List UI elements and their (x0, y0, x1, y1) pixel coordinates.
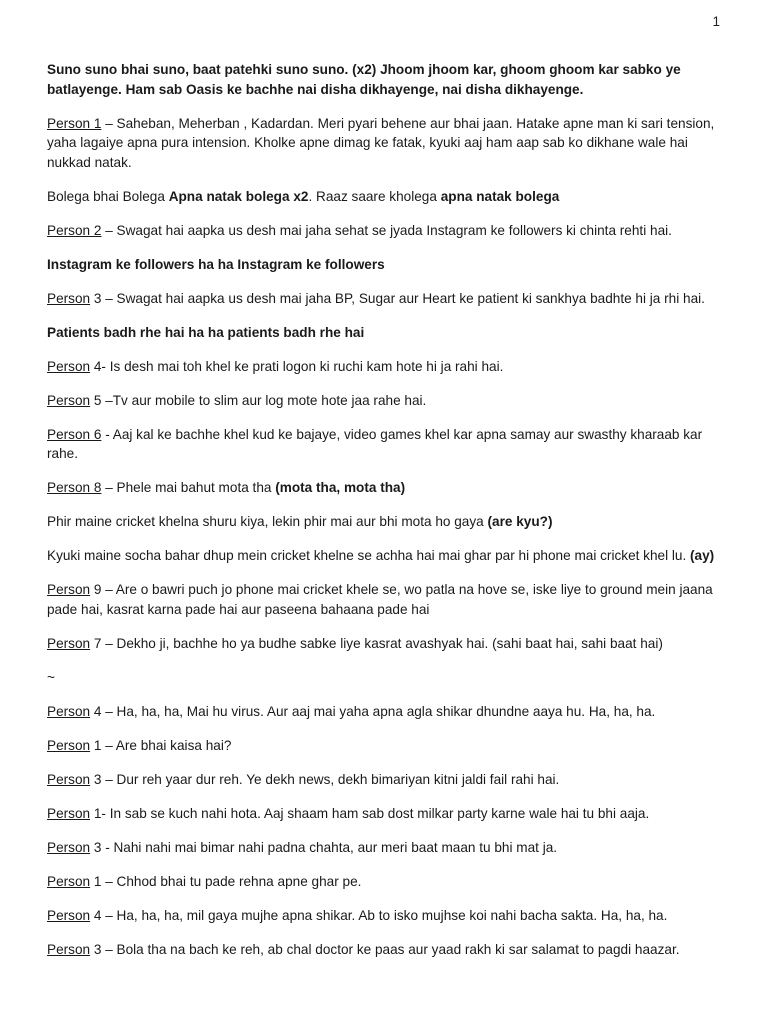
paragraph (47, 289, 727, 309)
paragraph (47, 702, 727, 722)
paragraph (47, 634, 727, 654)
paragraph (47, 478, 727, 498)
dialogue-text: 4 – Ha, ha, ha, mil gaya mujhe apna shikar. Ab to isko mujhse koi nahi bacha sakta. Ha, ha, ha. (90, 907, 668, 923)
speaker-label: Person 2 (47, 222, 102, 238)
chorus-response: (are kyu?) (487, 514, 553, 529)
chorus-line: Instagram ke followers ha ha Instagram ke followers (47, 256, 385, 272)
chorus-response: (mota tha, mota tha) (275, 480, 406, 495)
speaker-label: Person (47, 290, 91, 306)
script-body (47, 60, 727, 974)
dialogue-text: 3 - Nahi nahi mai bimar nahi padna chahta, aur meri baat maan tu bhi mat ja. (90, 839, 558, 855)
dialogue-text: 5 –Tv aur mobile to slim aur log mote hote jaa rahe hai. (90, 392, 427, 408)
paragraph (47, 906, 727, 926)
paragraph (47, 357, 727, 377)
dialogue-text: 1- In sab se kuch nahi hota. Aaj shaam ham sab dost milkar party karne wale hai tu bhi aaja. (90, 805, 650, 821)
dialogue-text: . Raaz saare kholega (308, 188, 441, 204)
paragraph (47, 804, 727, 824)
dialogue-text: 4- Is desh mai toh khel ke prati logon ki ruchi kam hote hi ja rahi hai. (90, 358, 504, 374)
paragraph (47, 391, 727, 411)
speaker-label: Person (47, 358, 91, 374)
dialogue-text: 3 – Bola tha na bach ke reh, ab chal doctor ke paas aur yaad rakh ki sar salamat to pagdi haazar. (90, 941, 680, 957)
paragraph (47, 940, 727, 960)
speaker-label: Person (47, 941, 91, 957)
speaker-label: Person (47, 873, 91, 889)
speaker-label: Person 6 (47, 426, 102, 442)
speaker-label: Person (47, 907, 91, 923)
dialogue-text: Phir maine cricket khelna shuru kiya, lekin phir mai aur bhi mota ho gaya (47, 514, 488, 529)
speaker-label: Person 8 (47, 480, 102, 495)
speaker-label: Person (47, 635, 91, 651)
dialogue-text: – Saheban, Meherban , Kadardan. Meri pyari behene aur bhai jaan. Hatake apne man ki sari tension, yaha lagaiye apna pura intension. Kholke apne dimag ke fatak, kyuki aaj ham aap sab ko dikhane wale hai nukkad natak. (47, 115, 715, 170)
chorus-phrase: Apna natak bolega x2 (168, 188, 309, 204)
dialogue-text: – Swagat hai aapka us desh mai jaha sehat se jyada Instagram ke followers ki chinta rehti hai. (101, 222, 672, 238)
speaker-label: Person (47, 582, 91, 597)
speaker-label: Person (47, 839, 91, 855)
paragraph (47, 770, 727, 790)
paragraph (47, 736, 727, 756)
dialogue-text: - Aaj kal ke bachhe khel kud ke bajaye, video games khel kar apna samay aur swasthy kharaab kar rahe. (47, 426, 703, 461)
dialogue-text: – Phele mai bahut mota tha (101, 480, 276, 495)
dialogue-text: 3 – Swagat hai aapka us desh mai jaha BP, Sugar aur Heart ke patient ki sankhya badhte hi ja rhi hai. (90, 290, 705, 306)
paragraph (47, 580, 727, 619)
dialogue-text: 1 – Are bhai kaisa hai? (90, 737, 232, 753)
chorus-response: (ay) (690, 548, 715, 563)
paragraph (47, 221, 727, 241)
paragraph (47, 425, 727, 464)
speaker-label: Person (47, 771, 91, 787)
dialogue-text: 1 – Chhod bhai tu pade rehna apne ghar pe. (90, 873, 362, 889)
chorus-phrase: apna natak bolega (440, 188, 560, 204)
paragraph (47, 838, 727, 858)
dialogue-text: Bolega bhai Bolega (47, 188, 169, 204)
paragraph (47, 512, 727, 532)
paragraph (47, 872, 727, 892)
dialogue-text: 3 – Dur reh yaar dur reh. Ye dekh news, dekh bimariyan kitni jaldi fail rahi hai. (90, 771, 560, 787)
page-number: 1 (712, 14, 720, 29)
dialogue-text: 7 – Dekho ji, bachhe ho ya budhe sabke liye kasrat avashyak hai. (sahi baat hai, sahi baat hai) (90, 635, 663, 651)
dialogue-text: 9 – Are o bawri puch jo phone mai cricket khele se, wo patla na hove se, iske liye to ground mein jaana pade hai, kasrat karna pade hai aur paseena bahaana pade hai (47, 582, 713, 617)
chorus-line: Suno suno bhai suno, baat patehki suno suno. (x2) Jhoom jhoom kar, ghoom ghoom kar sabko ye batlayenge. Ham sab Oasis ke bachhe nai disha dikhayenge, nai disha dikhayenge. (47, 62, 681, 97)
dialogue-text: Kyuki maine socha bahar dhup mein cricket khelne se achha hai mai ghar par hi phone mai cricket khel lu. (47, 548, 691, 563)
speaker-label: Person (47, 392, 91, 408)
speaker-label: Person 1 (47, 115, 102, 131)
speaker-label: Person (47, 737, 91, 753)
separator: ~ (47, 669, 55, 685)
paragraph (47, 546, 727, 566)
dialogue-text: 4 – Ha, ha, ha, Mai hu virus. Aur aaj mai yaha apna agla shikar dhundne aaya hu. Ha, ha, ha. (90, 703, 656, 719)
speaker-label: Person (47, 805, 91, 821)
paragraph (47, 114, 727, 173)
chorus-line: Patients badh rhe hai ha ha patients badh rhe hai (47, 324, 365, 340)
paragraph (47, 187, 727, 207)
speaker-label: Person (47, 703, 91, 719)
